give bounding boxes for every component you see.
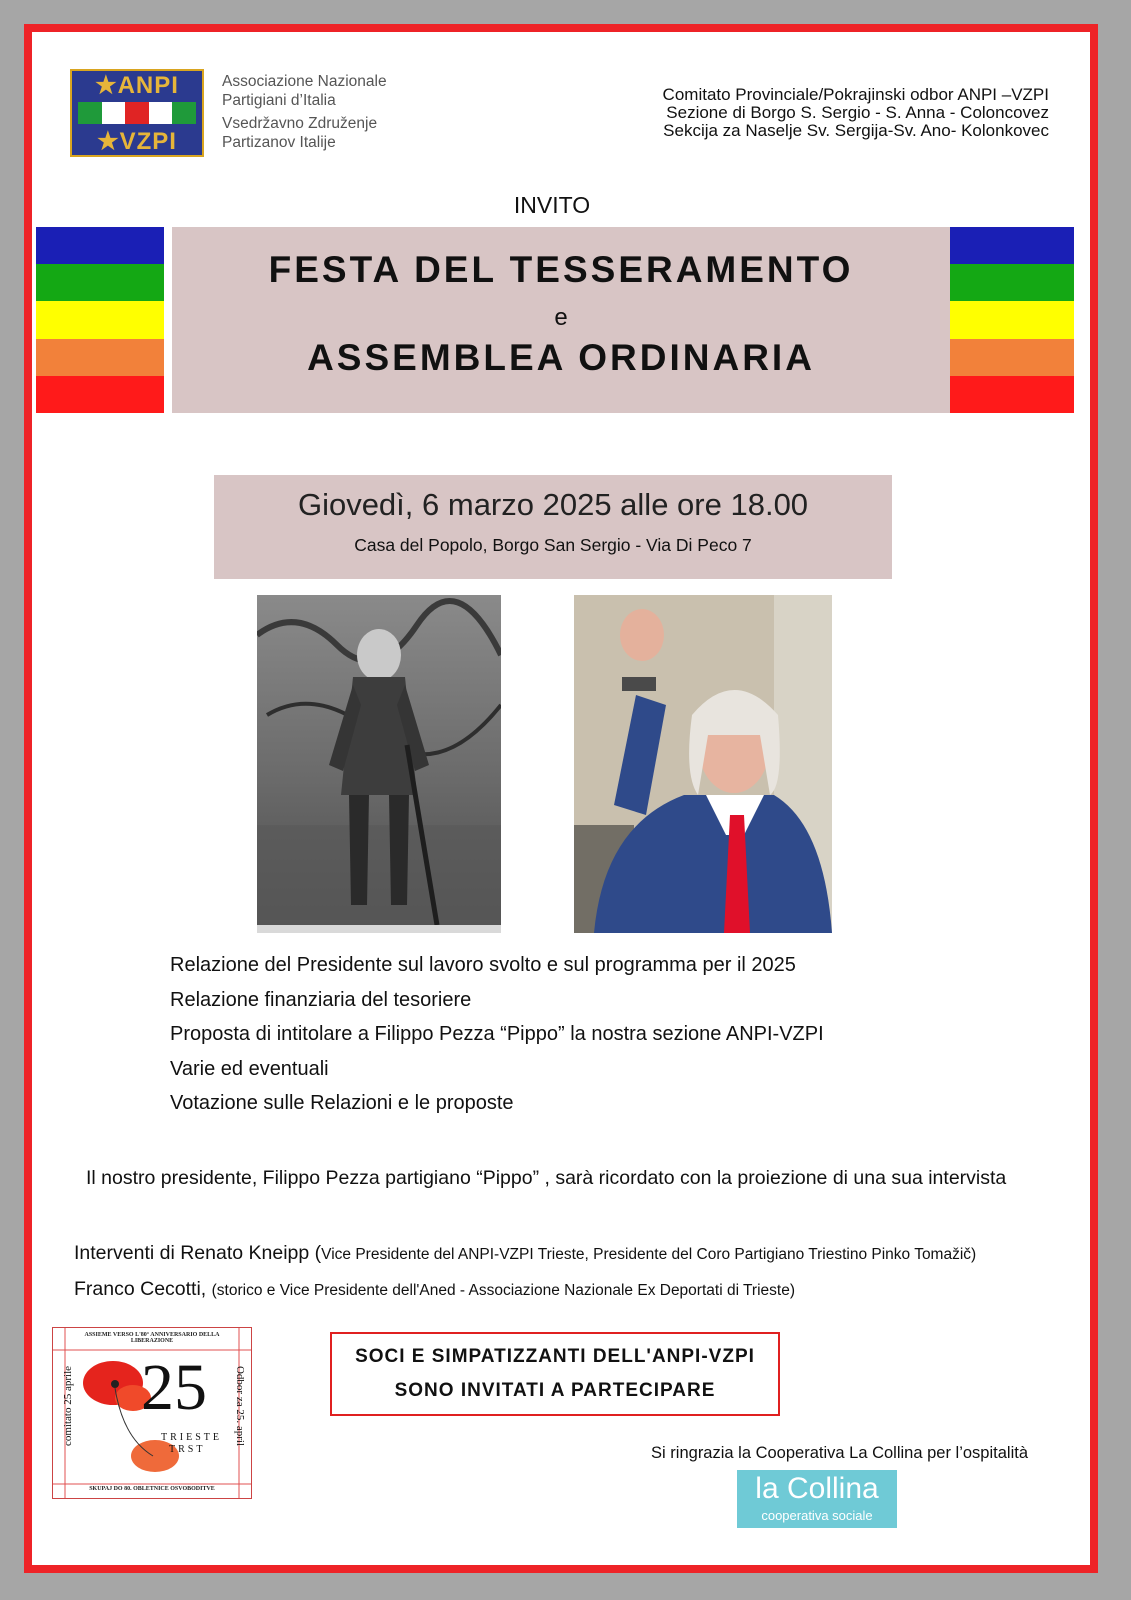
logo-text-anpi: ★ANPI — [95, 72, 179, 99]
poster-sheet — [24, 24, 1098, 1573]
title-line-2: ASSEMBLEA ORDINARIA — [307, 337, 815, 378]
invitation-box — [330, 1332, 780, 1416]
poster-25-left-text: comitato 25 aprile — [62, 1365, 74, 1447]
invitation-line-1: SOCI E SIMPATIZZANTI DELL'ANPI-VZPI — [355, 1346, 755, 1367]
rainbow-flag-right — [950, 227, 1074, 413]
agenda-list — [170, 948, 824, 1121]
committee-line: Sezione di Borgo S. Sergio - S. Anna - Coloncovez — [666, 103, 1049, 122]
flag-stripe — [172, 102, 196, 124]
agenda-item: Relazione finanziaria del tesoriere — [170, 988, 472, 1011]
memorial-note: Il nostro presidente, Filippo Pezza partigiano “Pippo” , sarà ricordato con la proiezione di una sua intervista — [86, 1167, 1007, 1189]
la-collina-logo — [737, 1470, 897, 1528]
speakers-list — [74, 1235, 976, 1307]
poster-25-city: TRIESTE — [161, 1432, 222, 1443]
committee-block — [556, 86, 1061, 140]
committee-line: Comitato Provinciale/Pokrajinski odbor ANPI –VZPI — [662, 85, 1049, 104]
event-date-box — [214, 475, 892, 579]
committee-line: Sekcija za Naselje Sv. Sergija-Sv. Ano- Kolonkovec — [663, 121, 1049, 140]
org-line: Partigiani d’Italia — [222, 92, 336, 109]
flag-stripe — [149, 102, 173, 124]
agenda-item: Proposta di intitolare a Filippo Pezza “Pippo” la nostra sezione ANPI-VZPI — [170, 1023, 824, 1045]
flag-stripe — [78, 102, 102, 124]
speaker-role: (storico e Vice Presidente dell'Aned - Associazione Nazionale Ex Deportati di Trieste) — [211, 1282, 795, 1299]
anpi-logo — [70, 69, 204, 157]
org-line: Vsedržavno Združenje — [222, 115, 378, 132]
la-collina-name: la Collina — [755, 1472, 879, 1505]
flag-stripe — [125, 102, 149, 124]
logo-flag — [78, 102, 196, 124]
invito-heading: INVITO — [513, 192, 591, 218]
event-date: Giovedì, 6 marzo 2025 alle ore 18.00 — [297, 487, 809, 522]
speaker-line — [74, 1235, 976, 1271]
speaker-role: Vice Presidente del ANPI-VZPI Trieste, Presidente del Coro Partigiano Triestino Pinko Tomažič) — [321, 1246, 977, 1263]
filippo-pezza-portrait — [574, 595, 832, 933]
partisan-photo-historic — [257, 595, 501, 933]
event-place: Casa del Popolo, Borgo San Sergio - Via Di Peco 7 — [354, 535, 752, 555]
title-conjunction: e — [554, 304, 568, 331]
org-line: Associazione Nazionale — [222, 73, 387, 90]
agenda-item: Varie ed eventuali — [170, 1057, 329, 1080]
org-names — [222, 72, 387, 152]
agenda-item: Votazione sulle Relazioni e le proposte — [170, 1092, 514, 1114]
speaker-line — [74, 1271, 976, 1307]
la-collina-subtitle: cooperativa sociale — [761, 1508, 873, 1523]
speaker-name: Interventi di Renato Kneipp ( — [74, 1242, 322, 1264]
rainbow-flag-left — [36, 227, 164, 413]
speaker-name: Franco Cecotti, — [74, 1278, 212, 1300]
title-banner — [172, 227, 950, 413]
poster-25-number: 25 — [141, 1351, 207, 1424]
org-line: Partizanov Italije — [222, 134, 336, 151]
flag-stripe — [102, 102, 126, 124]
invitation-line-2: SONO INVITATI A PARTECIPARE — [394, 1380, 716, 1401]
poster-25-right-text: Odbor za 25. april — [234, 1365, 246, 1447]
poster-25-aprile — [52, 1327, 252, 1499]
poster-25-bottom-text: SKUPAJ DO 80. OBLETNICE OSVOBODITVE — [89, 1486, 215, 1492]
title-line-1: FESTA DEL TESSERAMENTO — [268, 249, 854, 290]
logo-text-vzpi: ★VZPI — [97, 128, 177, 155]
poster-25-top-text: ASSIEME VERSO L'80° ANNIVERSARIO DELLA LIBERAZIONE — [84, 1332, 220, 1344]
thanks-note: Si ringrazia la Cooperativa La Collina per l’ospitalità — [651, 1444, 1028, 1462]
poster-25-city-slovene: TRST — [169, 1444, 206, 1455]
agenda-item: Relazione del Presidente sul lavoro svolto e sul programma per il 2025 — [170, 954, 796, 976]
